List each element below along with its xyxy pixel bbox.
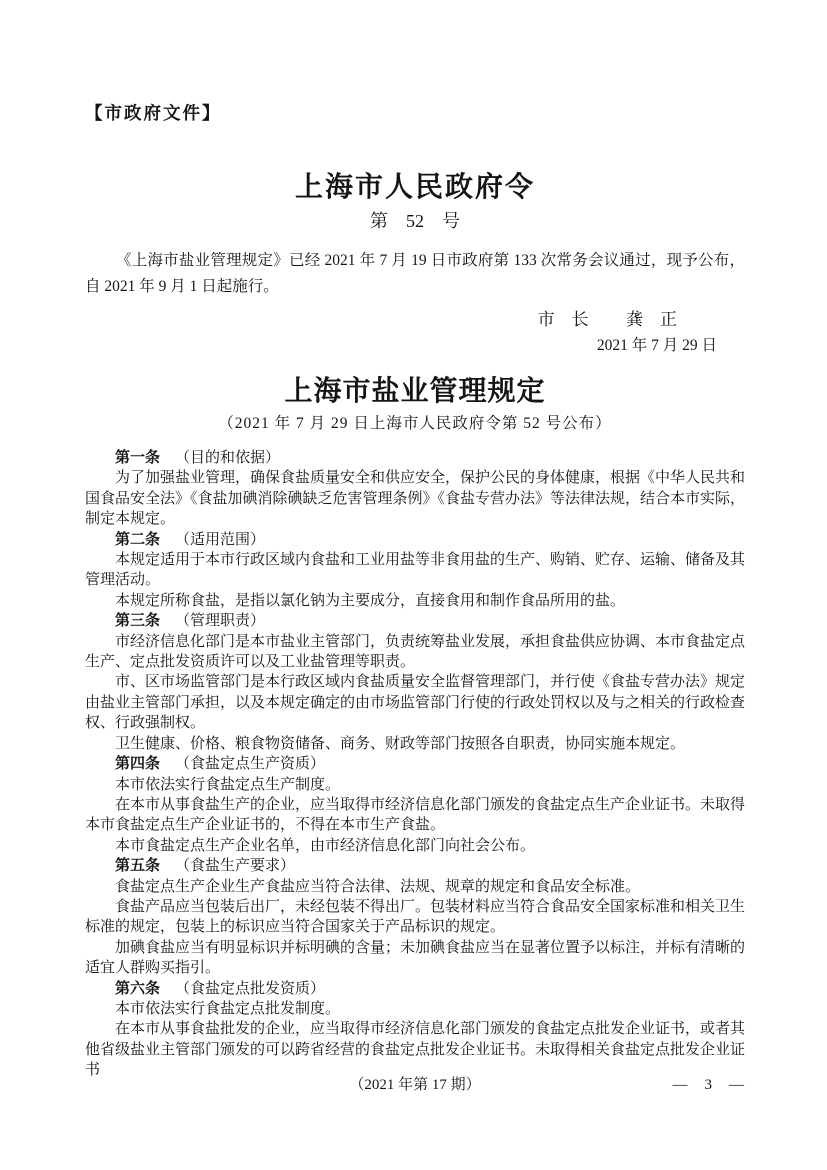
decree-title: 上海市人民政府令 xyxy=(294,172,535,203)
article-paragraph: 本规定适用于本市行政区域内食盐和工业用盐等非食用盐的生产、购销、贮存、运输、储备及其管理活动。 xyxy=(85,552,746,589)
column-tag: 【市政府文件】 xyxy=(85,103,222,123)
article-subject: （适用范围） xyxy=(175,531,266,548)
article-number: 第二条 xyxy=(115,530,161,548)
article-subject: （食盐定点生产资质） xyxy=(175,756,326,773)
article-paragraph: 加碘食盐应当有明显标识并标明碘的含量；未加碘食盐应当在显著位置予以标注，并标有清晰的适宜人群购买指引。 xyxy=(85,939,746,977)
article-paragraph: 本市依法实行食盐定点批发制度。 xyxy=(115,1000,341,1017)
article-number: 第四条 xyxy=(115,755,161,773)
article-heading xyxy=(85,530,745,550)
article xyxy=(85,754,745,856)
article-heading xyxy=(85,611,745,631)
signer-title: 市 长 xyxy=(537,310,589,329)
page-footer xyxy=(85,1074,745,1096)
article-paragraph: 在本市从事食盐生产的企业，应当取得市经济信息化部门颁发的食盐定点生产企业证书。未取得本市食盐定点生产企业证书的，不得在本市生产食盐。 xyxy=(85,796,746,834)
article-subject: （目的和依据） xyxy=(175,450,281,466)
article-paragraph: 本规定所称食盐，是指以氯化钠为主要成分，直接食用和制作食品所用的盐。 xyxy=(115,592,626,609)
article-number: 第一条 xyxy=(115,449,161,466)
article-paragraph: 市经济信息化部门是本市盐业主管部门，负责统筹盐业发展，承担食盐供应协调、本市食盐定点生产、定点批发资质许可以及工业盐管理等职责。 xyxy=(85,633,746,671)
article-heading xyxy=(85,754,745,774)
article-paragraph: 卫生健康、价格、粮食物资储备、商务、财政等部门按照各自职责，协同实施本规定。 xyxy=(115,735,686,752)
decree-date: 2021 年 7 月 29 日 xyxy=(596,337,717,354)
article xyxy=(85,530,745,612)
article-subject: （食盐生产要求） xyxy=(175,858,296,875)
decree-announcement: 《上海市盐业管理规定》已经 2021 年 7 月 19 日市政府第 133 次常务会议通过，现予公布，自 2021 年 9 月 1 日起施行。 xyxy=(85,252,745,295)
signer-name: 龚 正 xyxy=(626,310,677,329)
decree-section xyxy=(85,171,745,359)
article-paragraph: 本市食盐定点生产企业名单，由市经济信息化部门向社会公布。 xyxy=(115,837,536,854)
signature-line xyxy=(85,307,745,333)
article-subject: （管理职责） xyxy=(175,613,266,630)
article-heading xyxy=(85,856,745,876)
article-heading xyxy=(85,979,745,999)
article-paragraph: 市、区市场监管部门是本行政区域内食盐质量安全监督管理部门，并行使《食盐专营办法》规定由盐业主管部门承担，以及本规定确定的由市场监管部门行使的行政处罚权以及与之相关的行政检查权、行政强制权。 xyxy=(85,674,746,732)
article-paragraph: 食盐产品应当包装后出厂，未经包装不得出厂。包装材料应当符合食品安全国家标准和相关卫生标准的规定，包装上的标识应当符合国家关于产品标识的规定。 xyxy=(85,898,746,936)
article-paragraph: 食盐定点生产企业生产食盐应当符合法律、法规、规章的规定和食品安全标准。 xyxy=(115,878,641,895)
footer-issue: （2021 年第 17 期） xyxy=(349,1077,481,1093)
article xyxy=(85,611,745,754)
regulation-title: 上海市盐业管理规定 xyxy=(284,376,546,407)
article-paragraph: 本市依法实行食盐定点生产制度。 xyxy=(115,776,341,793)
regulation-section xyxy=(85,374,745,1081)
decree-number: 第 52 号 xyxy=(370,211,460,231)
page-number: — 3 — xyxy=(672,1077,745,1093)
article xyxy=(85,856,745,978)
article-subject: （食盐定点批发资质） xyxy=(175,980,326,997)
article-paragraph: 在本市从事食盐批发的企业，应当取得市经济信息化部门颁发的食盐定点批发企业证书，或者其他省级盐业主管部门颁发的可以跨省经营的食盐定点批发企业证书。未取得相关食盐定点批发企业证书 xyxy=(85,1021,746,1079)
article xyxy=(85,448,745,530)
article-number: 第五条 xyxy=(115,857,161,875)
articles xyxy=(85,448,745,1081)
article xyxy=(85,979,745,1081)
article-number: 第三条 xyxy=(115,612,161,630)
article-number: 第六条 xyxy=(115,979,161,997)
article-paragraph: 为了加强盐业管理，确保食盐质量安全和供应安全，保护公民的身体健康，根据《中华人民共和国食品安全法》《食盐加碘消除碘缺乏危害管理条例》《食盐专营办法》等法律法规，结合本市实际，制定本规定。 xyxy=(85,470,746,528)
article-heading xyxy=(85,448,745,468)
regulation-promulgation: （2021 年 7 月 29 日上海市人民政府令第 52 号公布） xyxy=(218,415,612,432)
